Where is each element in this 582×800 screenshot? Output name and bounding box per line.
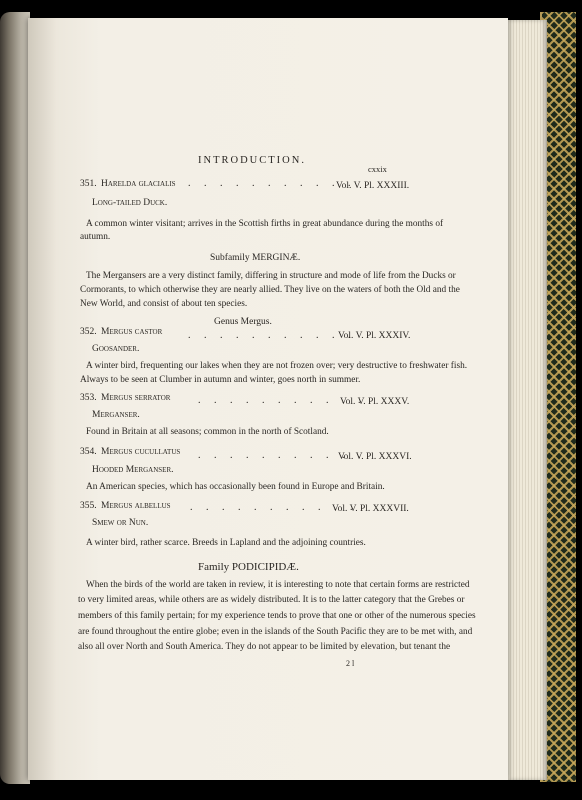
entry-latin-name: Mergus serrator: [101, 393, 171, 403]
entry-latin-name: Mergus albellus: [101, 501, 171, 511]
book-page: [28, 18, 508, 780]
leader-dots: . . . . . . . . . . .: [190, 502, 353, 513]
entry-common-name: Long-tailed Duck.: [92, 198, 168, 208]
entry-number: 353.: [80, 393, 97, 403]
signature-mark: 2 l: [346, 659, 355, 668]
entry-plate-ref: Vol. V. Pl. XXXIII.: [336, 181, 410, 191]
entry-plate-ref: Vol. V. Pl. XXXV.: [340, 397, 410, 407]
entry-note-line: A winter bird, rather scarce. Breeds in Lapland and the adjoining countries.: [86, 538, 366, 548]
family-text-line: are found throughout the entire globe; even in the islands of the South Pacific they are to be met with, and: [78, 627, 473, 637]
subfamily-text-line: New World, and consist of about ten species.: [80, 299, 248, 309]
entry-common-name: Merganser.: [92, 410, 140, 420]
entry-plate-ref: Vol. V. Pl. XXXVII.: [332, 504, 409, 514]
entry-note-line: An American species, which has occasionally been found in Europe and Britain.: [86, 482, 385, 492]
entry-plate-ref: Vol. V. Pl. XXXVI.: [338, 452, 412, 462]
entry-note-line: Found in Britain at all seasons; common in the north of Scotland.: [86, 427, 329, 437]
entry-note-line: Always to be seen at Clumber in autumn and winter, goes north in summer.: [80, 375, 361, 385]
leader-dots: . . . . . . . . . . .: [188, 178, 351, 189]
running-title: INTRODUCTION.: [198, 155, 306, 166]
entry-common-name: Hooded Merganser.: [92, 465, 174, 475]
entry-note-line: autumn.: [80, 232, 111, 242]
subfamily-heading: Subfamily MERGINÆ.: [210, 253, 301, 263]
left-page-edge: [0, 12, 30, 784]
family-text-line: to very limited areas, while others are as widely distributed. It is to the latter category that the Grebes or: [78, 595, 465, 605]
entry-latin-name: Harelda glacialis: [101, 179, 176, 189]
entry-note-line: A winter bird, frequenting our lakes when they are not frozen over; very destructive to freshwater fish.: [86, 361, 468, 371]
entry-common-name: Goosander.: [92, 344, 140, 354]
family-text-line: When the birds of the world are taken in review, it is interesting to note that certain forms are restricted: [86, 580, 470, 590]
family-heading: Family PODICIPIDÆ.: [198, 561, 299, 573]
leader-dots: . . . . . . . . . . .: [198, 450, 361, 461]
entry-common-name: Smew or Nun.: [92, 518, 149, 528]
entry-number: 351.: [80, 179, 97, 189]
family-text-line: members of this family pertain; for my experience tends to prove that one or other of the numerous species: [78, 611, 476, 621]
subfamily-text-line: The Mergansers are a very distinct family, differing in structure and mode of life from the Ducks or: [86, 271, 456, 281]
leader-dots: . . . . . . . . . . .: [188, 330, 351, 341]
entry-number: 352.: [80, 327, 97, 337]
page-block-edge: [505, 20, 547, 780]
entry-number: 355.: [80, 501, 97, 511]
subfamily-text-line: Cormorants, to which otherwise they are nearly allied. They live on the waters of both the Old and the: [80, 285, 460, 295]
entry-note-line: A common winter visitant; arrives in the Scottish firths in great abundance during the months of: [86, 219, 444, 229]
entry-number: 354.: [80, 447, 97, 457]
entry-latin-name: Mergus cucullatus: [101, 447, 181, 457]
entry-plate-ref: Vol. V. Pl. XXXIV.: [338, 331, 411, 341]
family-text-line: also all over North and South America. They do not appear to be limited by elevation, but tenant the: [78, 642, 451, 652]
page-number: cxxix: [368, 164, 387, 174]
entry-latin-name: Mergus castor: [101, 327, 163, 337]
leader-dots: . . . . . . . . . . .: [198, 395, 361, 406]
genus-heading: Genus Mergus.: [214, 317, 272, 327]
